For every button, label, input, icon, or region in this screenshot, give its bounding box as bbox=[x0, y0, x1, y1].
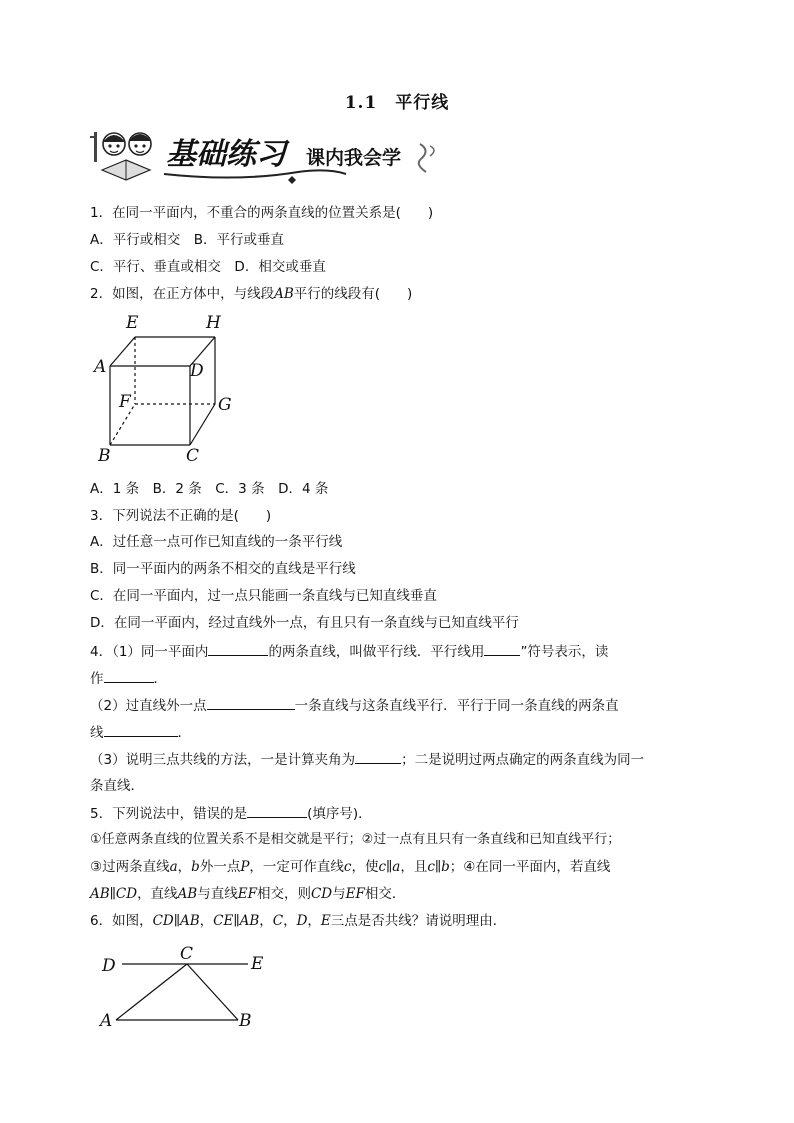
q6-d: CE∥AB bbox=[213, 913, 260, 929]
q2-stem-pre: 2．如图，在正方体中，与线段 bbox=[90, 286, 275, 302]
swirl-ornament-icon bbox=[419, 144, 426, 172]
q4-blank-6[interactable] bbox=[355, 749, 401, 764]
cube-label-h: H bbox=[206, 313, 221, 333]
q5-s3-j: 相交． bbox=[364, 886, 406, 902]
cartoon-kids-icon bbox=[90, 132, 151, 180]
q6-c: ， bbox=[199, 913, 214, 929]
q6-a: 6．如图， bbox=[90, 913, 153, 929]
swirl-ornament-icon-small bbox=[430, 146, 434, 156]
q1-options-cd: C．平行、垂直或相交 D．相交或垂直 bbox=[90, 259, 326, 275]
q1-options-ab: A．平行或相交 B．平行或垂直 bbox=[90, 232, 284, 248]
q4-part3-line2: 条直线． bbox=[90, 778, 144, 794]
q3-stem: 3．下列说法不正确的是( ) bbox=[90, 508, 272, 524]
q5-s3-f: 相交，则 bbox=[256, 886, 311, 902]
q5-s3-c: AB bbox=[177, 886, 198, 902]
q2-stem-post: 平行的线段有( ) bbox=[293, 286, 413, 302]
triangle-figure bbox=[96, 940, 276, 1035]
cube-label-b: B bbox=[98, 446, 111, 466]
q4-p1-b: 的两条直线，叫做平行线．平行线用 bbox=[268, 644, 485, 660]
q5-stem bbox=[90, 803, 372, 824]
diamond-ornament-icon bbox=[288, 176, 296, 184]
q2-stem bbox=[90, 284, 412, 304]
q4-p2-c: 线 bbox=[90, 725, 104, 741]
banner-small-text: 课内我会学 bbox=[306, 147, 402, 169]
q2-options: A．1 条 B．2 条 C．3 条 D．4 条 bbox=[90, 481, 329, 497]
q4-part2-line2 bbox=[90, 722, 191, 743]
q5-s2-var-b: b bbox=[191, 859, 200, 875]
page-title bbox=[0, 88, 794, 113]
q6-g: ， bbox=[283, 913, 297, 929]
q5-s2-var-a: a bbox=[169, 859, 178, 875]
q5-s2-i: ；④在同一平面内，若直线 bbox=[449, 859, 611, 875]
q6-i: ， bbox=[307, 913, 321, 929]
q5-statement-line1: ①任意两条直线的位置关系不是相交就是平行；②过一点有且只有一条直线和已知直线平行； bbox=[90, 832, 621, 847]
q4-blank-3[interactable] bbox=[104, 668, 154, 683]
q5-s3-e: EF bbox=[237, 886, 257, 902]
triangle-label-d: D bbox=[102, 956, 116, 976]
q6-k: 三点是否共线？请说明理由． bbox=[330, 913, 507, 929]
q5-s2-d: ，一定可作直线 bbox=[249, 859, 344, 875]
q6-stem bbox=[90, 911, 506, 931]
q5-s2-c: 外一点 bbox=[199, 859, 241, 875]
q5-s2-b: ， bbox=[177, 859, 192, 875]
q3-option-b: B．同一平面内的两条不相交的直线是平行线 bbox=[90, 561, 356, 577]
q5-s2-e: ，使 bbox=[351, 859, 379, 875]
q5-s3-d: 与直线 bbox=[197, 886, 238, 902]
banner-big-text: 基础练习 bbox=[166, 137, 286, 172]
q4-part2-line1 bbox=[90, 695, 619, 716]
q4-p1-a: 4．（1）同一平面内 bbox=[90, 644, 209, 660]
q5-stem-b: (填序号)． bbox=[307, 806, 372, 822]
q4-p3-a: （3）说明三点共线的方法，一是计算夹角为 bbox=[90, 752, 356, 768]
q6-b: CD∥AB bbox=[152, 913, 200, 929]
triangle-label-e: E bbox=[251, 954, 264, 974]
q4-blank-1[interactable] bbox=[208, 641, 268, 656]
cube-label-e: E bbox=[126, 313, 139, 333]
q5-statement-line3 bbox=[90, 884, 405, 904]
q5-statement-line2 bbox=[90, 857, 610, 877]
q4-p2-d: ． bbox=[177, 725, 191, 741]
q4-p1-c: ”符号表示，读 bbox=[520, 644, 609, 660]
q5-blank[interactable] bbox=[247, 803, 307, 818]
q4-part3-line1 bbox=[90, 749, 644, 770]
q4-part1-line2 bbox=[90, 668, 167, 689]
q5-stem-a: 5．下列说法中，错误的是 bbox=[90, 806, 248, 822]
q3-option-c: C．在同一平面内，过一点只能画一条直线与已知直线垂直 bbox=[90, 588, 437, 604]
q5-s2-a: ③过两条直线 bbox=[90, 859, 170, 875]
q6-e: ， bbox=[259, 913, 273, 929]
q5-s3-a: AB∥CD bbox=[90, 886, 138, 902]
q4-p2-a: （2）过直线外一点 bbox=[90, 698, 207, 714]
q4-blank-4[interactable] bbox=[207, 695, 295, 710]
q5-s2-g: ，且 bbox=[400, 859, 428, 875]
q4-blank-5[interactable] bbox=[104, 722, 178, 737]
q2-stem-var: AB bbox=[274, 286, 294, 302]
q3-option-d: D．在同一平面内，经过直线外一点，有且只有一条直线与已知直线平行 bbox=[90, 615, 519, 631]
triangle-label-a: A bbox=[100, 1011, 113, 1031]
cube-label-d: D bbox=[190, 361, 204, 381]
q4-p1-e: ． bbox=[153, 671, 167, 687]
q6-h: D bbox=[296, 913, 308, 929]
q5-s2-f: c∥a bbox=[378, 859, 401, 875]
q5-s3-h: 与 bbox=[332, 886, 346, 902]
q5-s2-h: c∥b bbox=[427, 859, 450, 875]
q4-p2-b: 一条直线与这条直线平行．平行于同一条直线的两条直 bbox=[294, 698, 619, 714]
triangle-label-c: C bbox=[180, 944, 194, 964]
q5-s3-i: EF bbox=[345, 886, 365, 902]
q1-stem: 1．在同一平面内，不重合的两条直线的位置关系是( ) bbox=[90, 205, 434, 221]
q4-p3-b: ；二是说明过两点确定的两条直线为同一 bbox=[401, 752, 645, 768]
section-number: 1.1 bbox=[344, 93, 378, 113]
q6-j: E bbox=[320, 913, 331, 929]
q4-p1-d: 作 bbox=[90, 671, 104, 687]
q5-s2-var-p: P bbox=[240, 859, 250, 875]
q4-part1-line1 bbox=[90, 641, 608, 662]
q5-s2-var-c: c bbox=[343, 859, 352, 875]
cube-label-a: A bbox=[94, 357, 107, 377]
q6-f: C bbox=[272, 913, 284, 929]
section-banner bbox=[88, 122, 448, 188]
cube-label-c: C bbox=[186, 446, 200, 466]
triangle-label-b: B bbox=[239, 1011, 252, 1031]
q3-option-a: A．过任意一点可作已知直线的一条平行线 bbox=[90, 534, 343, 550]
section-title: 平行线 bbox=[395, 93, 450, 113]
cube-label-g: G bbox=[218, 395, 232, 415]
q5-s3-g: CD bbox=[310, 886, 333, 902]
cube-figure bbox=[88, 308, 248, 468]
q5-s3-b: ，直线 bbox=[137, 886, 178, 902]
cube-label-f: F bbox=[119, 392, 131, 412]
q4-blank-2[interactable] bbox=[484, 641, 520, 656]
